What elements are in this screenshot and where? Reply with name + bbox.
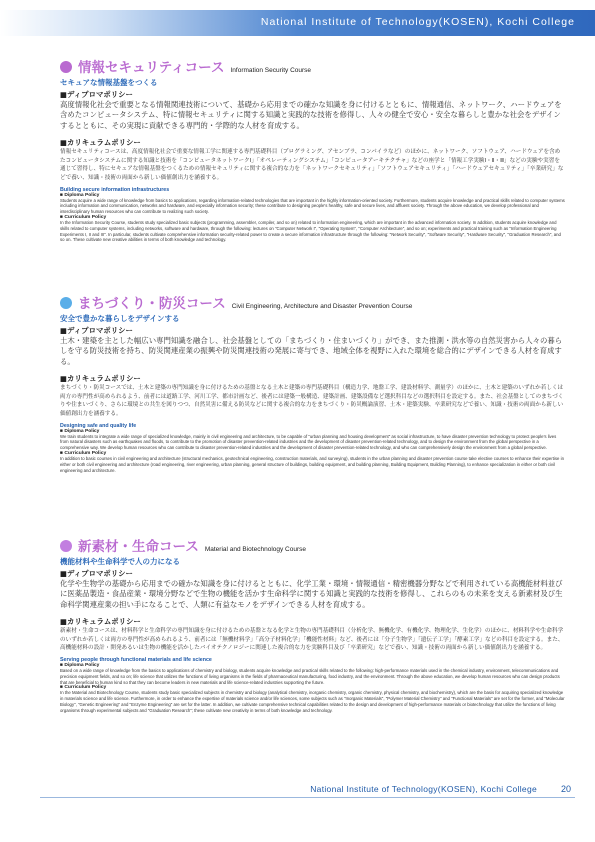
section-material-biotechnology [60, 535, 565, 714]
english-diploma-label: ■ Diploma Policy [60, 192, 100, 198]
english-curriculum-label: ■ Curriculum Policy [60, 450, 107, 456]
curriculum-policy-text: まちづくり・防災コースでは、土木と建築の専門知識を身に付けるための基盤となる土木と建築の専門基礎科目（構造力学、地盤工学、建設材料学、測量学）のほかに、土木と建築のいずれか若しくは両方の専門性が高められるよう、前者には道路工学、河川工学、都市計画など、後者には建築一般構造、建築計画、建築設備など選択科目などの選択科目を設定する。また、社会基盤としてのまちづくりや住まいづくり、さらに環境との共生を図りつつ、自然災害に備える防災などに関する複合的な力をまちづくり・防災概論演習、土木・建築実験、卒業研究などで養い、知識・技術の両面から新しい価値創出力を涵養する。 [60, 385, 564, 417]
english-diploma-text: We train students to integrate a wide range of specialized knowledge, mainly in civil engineering and architecture, to be capable of "urban planning and housing development" as social infrastructure, to have disaster prevention technology to protect people's lives from natural disasters such as earthquakes and floods, to contribute to the promotion of disaster prevention-related industries and the development of disaster prevention-related technology, and to design the environment from the global perspective in a comprehensive way. We develop human resources who can contribute to disaster prevention-related industries and the development of disaster prevention-related technology, and who can comprehensively design the environment from a global perspective. [60, 433, 557, 451]
english-diploma-label: ■ Diploma Policy [60, 428, 100, 434]
curriculum-policy-label: ■カリキュラムポリシー [60, 138, 141, 148]
section-information-security [60, 56, 565, 243]
curriculum-policy-label: ■カリキュラムポリシー [60, 617, 141, 627]
curriculum-policy-text: 情報セキュリティコースは、高度情報化社会で重要な情報工学に関連する専門基礎科目（プログラミング、アセンブラ、コンパイラなど）のほかに、ネットワーク、ソフトウェア、ハードウェアを含めたコンピュータシステムに関する知識と技術を「コンピュータネットワークⅠ」「オペレーティングシステム」「コンピュータアーキテクチャ」などの座学と「情報工学実験Ⅰ・Ⅱ・Ⅲ」などの実験や実習を通じて習得し、特にセキュアな情報基盤をつくるための情報セキュリティに関する複合的な力を「ネットワークセキュリティ」「ソフトウェアセキュリティ」「ハードウェアセキュリティ」「卒業研究」などで養い、知識・技術の両面から新しい価値創出力を涵養する。 [60, 149, 564, 181]
section-title-row [60, 56, 565, 76]
english-diploma-text: Based on a wide range of knowledge from the basics to applications of chemistry and biology, students acquire knowledge and practical skills related to the following: high-performance materials used in the chemical industry, environment, telecommunications and precision equipment fields, and so on; life science that utilizes the functions of living organisms in the fields of pharmaceutical manufacturing, food industry, and the environment. Through the above education, we develop human resources who can design products that are beneficial to human kind so that they can become leaders in new materials and life science-related industries supporting the future. [60, 668, 560, 685]
english-curriculum-text: In the Information Security Course, students study specialized basic subjects (programming, assembler, compiler, and so on) related to information engineering, which are important in the advanced information society. In addition, students acquire knowledge and skills related to computer systems, including networks, software and hardware, through the following: lectures on "Computer Network I", "Operating System", "Computer Architecture", and so on; experiments and practical training such as "Information Engineering Experiments I, II and III". In particular, students cultivate comprehensive information security-related power to create a secure information infrastructure through the following: "Network Security", "Software Security", "Hardware Security", "Graduation Research", and so on. These cultivate new creative abilities in terms of both knowledge and technology. [60, 219, 561, 243]
section-title-jp: まちづくり・防災コース [78, 296, 226, 312]
footer-text: National Institute of Technology(KOSEN), Kochi College [310, 784, 537, 794]
diploma-policy-text: 高度情報化社会で重要となる情報関連技術について、基礎から応用までの確かな知識を身に付けるとともに、情報通信、ネットワーク、ハードウェアを含めたコンピュータシステム、特に情報セキュリティに関する知識と実践的な技術を修得し、人々の健全で安心・安全な暮らしと豊かな社会をデザインするとともに、その実現に貢献できる専門的・学際的な人材を育成する。 [60, 100, 562, 130]
bullet-dot-icon [60, 61, 72, 73]
bullet-dot-icon [60, 297, 72, 309]
footer-rule [40, 797, 575, 798]
bullet-dot-icon [60, 540, 72, 552]
diploma-policy-label: ■ディプロマポリシー [60, 90, 133, 99]
english-heading: Designing safe and quality life [60, 422, 137, 429]
section-tagline: 安全で豊かな暮らしをデザインする [60, 314, 180, 323]
section-title-en: Information Security Course [230, 67, 312, 74]
section-title-en: Material and Biotechnology Course [204, 546, 306, 553]
english-curriculum-text: In addition to basic courses in civil engineering and architecture (structural mechanics, geotechnical engineering, construction materials, and surveying), students in the urban planning and disaster prevention course take elective courses to enhance their expertise in either or both civil engineering and architecture (road engineering, river engineering, urban planning, general structure of buildings, building equipment, and building planning, Building Equipment, Building Planning), to enhance specialization in either or both civil engineering and architecture. [60, 455, 564, 473]
curriculum-policy-label: ■カリキュラムポリシー [60, 374, 141, 384]
section-tagline: セキュアな情報基盤をつくる [60, 78, 158, 87]
section-title-row [60, 535, 565, 555]
header-title: National Institute of Technology(KOSEN), Kochi College [260, 16, 575, 28]
english-heading: Serving people through functional materials and life science [60, 657, 212, 663]
diploma-policy-label: ■ディプロマポリシー [60, 326, 133, 335]
diploma-policy-label: ■ディプロマポリシー [60, 569, 133, 578]
english-curriculum-label: ■ Curriculum Policy [60, 214, 107, 220]
page-number: 20 [560, 784, 571, 794]
diploma-policy-text: 土木・建築を主とした幅広い専門知識を融合し、社会基盤としての「まちづくり・住まいづくり」ができ、また推測・洪水等の自然災害から人々の暮らしを守る防災技術を持ち、防災関連産業の振興や防災関連技術の発展に寄与でき、地域全体を視野に入れた環境を総合的にデザインできる人材を育成する。 [60, 336, 563, 366]
curriculum-policy-text: 新素材・生命コースは、材料科学と生命科学の専門知識を身に付けるための基盤となる化学と生物の専門基礎科目（分析化学、無機化学、有機化学、物理化学、生化学）のほかに、材料科学や生命科学のいずれか若しくは両方の専門性が高められるよう、前者には「無機材料学」「高分子材料化学」「機能性材料」など、後者には「分子生物学」「遺伝子工学」「酵素工学」などの科目を設定する。また、高機能材料の設計・開発あるいは生物の機能を活かしたバイオテクノロジーに関連した複合的な力を実験科目及び「卒業研究」などで養い、知識・技術の両面から新しい価値創出力を涵養する。 [60, 628, 564, 652]
section-title-jp: 新素材・生命コース [78, 539, 199, 555]
section-title-en: Civil Engineering, Architecture and Disaster Prevention Course [231, 303, 413, 310]
english-heading: Building secure information infrastructures [60, 186, 170, 193]
english-diploma-text: Students acquire a wide range of knowledge from basics to applications, regarding information-related technologies that are important in the highly information-oriented society. Furthermore, students acquire knowledge and practical skills related to computer systems including information and communication, networks and hardware, and especially information security; these contribute to designing people's healthy, safe and secure lives, and affluent society. Through the above education, we develop professional and interdisciplinary human resources who can contribute to realizing such society. [60, 197, 565, 215]
english-curriculum-text: In the Material and Biotechnology Course, students study basic specialized subjects in chemistry and biology (analytical chemistry, inorganic chemistry, organic chemistry, physical chemistry, and biochemistry), which are the basis for acquiring specialized knowledge in materials science and life science. Furthermore, in order to enhance the expertise of materials science and/or life sciences, some subjects such as "Inorganic Materials", "Polymer Material Chemistry" and "Functional Materials" are set for the former, and "Molecular Biology", "Genetic Engineering" and "Enzyme Engineering" are set for the latter. In addition, we cultivate comprehensive technical capabilities related to the design and development of high-performance materials or biotechnology that utilize the functions of living organisms through experimental subjects and "Graduation Research"; these cultivate new creativity in terms of both knowledge and technology. [60, 690, 565, 713]
section-title-jp: 情報セキュリティコース [78, 60, 225, 76]
english-curriculum-label: ■ Curriculum Policy [60, 685, 107, 691]
section-civil-engineering [60, 292, 565, 473]
english-diploma-label: ■ Diploma Policy [60, 663, 100, 668]
section-title-row [60, 292, 565, 312]
section-tagline: 機能材料や生命科学で人の力になる [60, 557, 180, 566]
diploma-policy-text: 化学や生物学の基礎から応用までの確かな知識を身に付けるとともに、化学工業・環境・情報通信・精密機器分野などで利用されている高機能材料並びに医薬品製造・食品産業・環境分野などで生物の機能を活かす生命科学に関する知識と実践的な技術を修得し、これらのもの未来を支える新素材及び生命科学関連産業の担い手になることで、人類に有益なモノをデザインできる人材を育成する。 [60, 579, 563, 609]
